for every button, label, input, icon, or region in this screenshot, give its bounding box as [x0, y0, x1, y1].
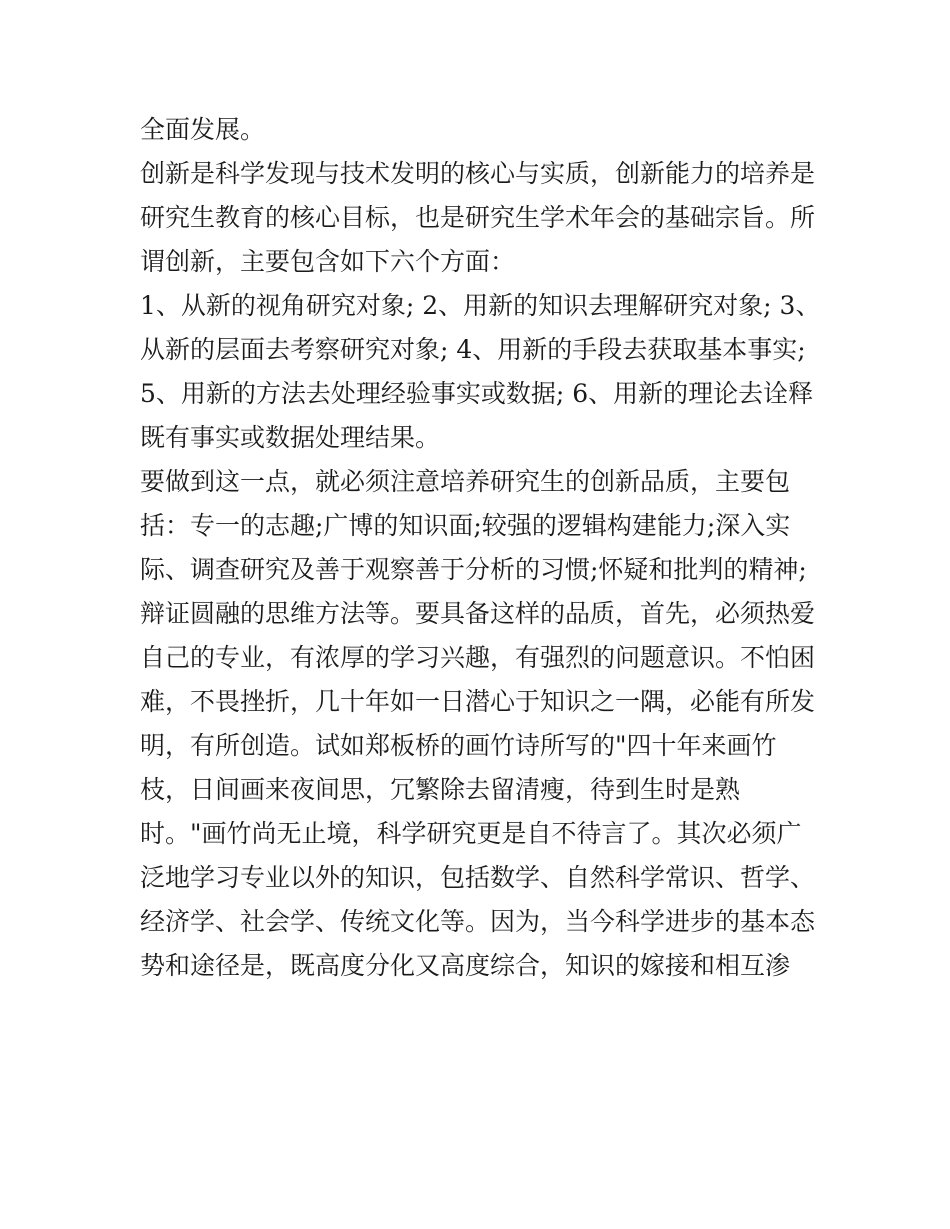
text-line: 全面发展。: [140, 115, 266, 144]
text-line: 自己的专业，有浓厚的学习兴趣，有强烈的问题意识。不怕困: [140, 643, 816, 672]
text-line: 创新是科学发现与技术发明的核心与实质，创新能力的培养是: [140, 159, 816, 188]
text-line: 辩证圆融的思维方法等。要具备这样的品质，首先，必须热爱: [140, 599, 816, 628]
text-line: 难，不畏挫折，几十年如一日潜心于知识之一隅，必能有所发: [140, 687, 816, 716]
text-line: 泛地学习专业以外的知识，包括数学、自然科学常识、哲学、: [140, 863, 816, 892]
text-line: 5、用新的方法去处理经验事实或数据; 6、用新的理论去诠释: [140, 379, 814, 408]
text-line: 枝，日间画来夜间思，冗繁除去留清瘦，待到生时是熟: [140, 775, 741, 804]
body-text: [140, 108, 830, 988]
text-line: 谓创新，主要包含如下六个方面：: [140, 247, 516, 276]
text-line: 既有事实或数据处理结果。: [140, 423, 441, 452]
text-line: 经济学、社会学、传统文化等。因为，当今科学进步的基本态: [140, 907, 816, 936]
text-line: 际、调查研究及善于观察善于分析的习惯;怀疑和批判的精神;: [140, 555, 807, 584]
text-line: 明，有所创造。试如郑板桥的画竹诗所写的"四十年来画竹: [140, 731, 777, 760]
text-line: 势和途径是，既高度分化又高度综合，知识的嫁接和相互渗: [140, 951, 791, 980]
text-line: 1、从新的视角研究对象; 2、用新的知识去理解研究对象; 3、: [140, 291, 821, 320]
text-line: 要做到这一点，就必须注意培养研究生的创新品质，主要包: [140, 467, 791, 496]
text-line: 时。"画竹尚无止境，科学研究更是自不待言了。其次必须广: [140, 819, 802, 848]
text-line: 从新的层面去考察研究对象; 4、用新的手段去获取基本事实;: [140, 335, 806, 364]
text-line: 研究生教育的核心目标，也是研究生学术年会的基础宗旨。所: [140, 203, 816, 232]
text-line: 括：专一的志趣;广博的知识面;较强的逻辑构建能力;深入实: [140, 511, 791, 540]
